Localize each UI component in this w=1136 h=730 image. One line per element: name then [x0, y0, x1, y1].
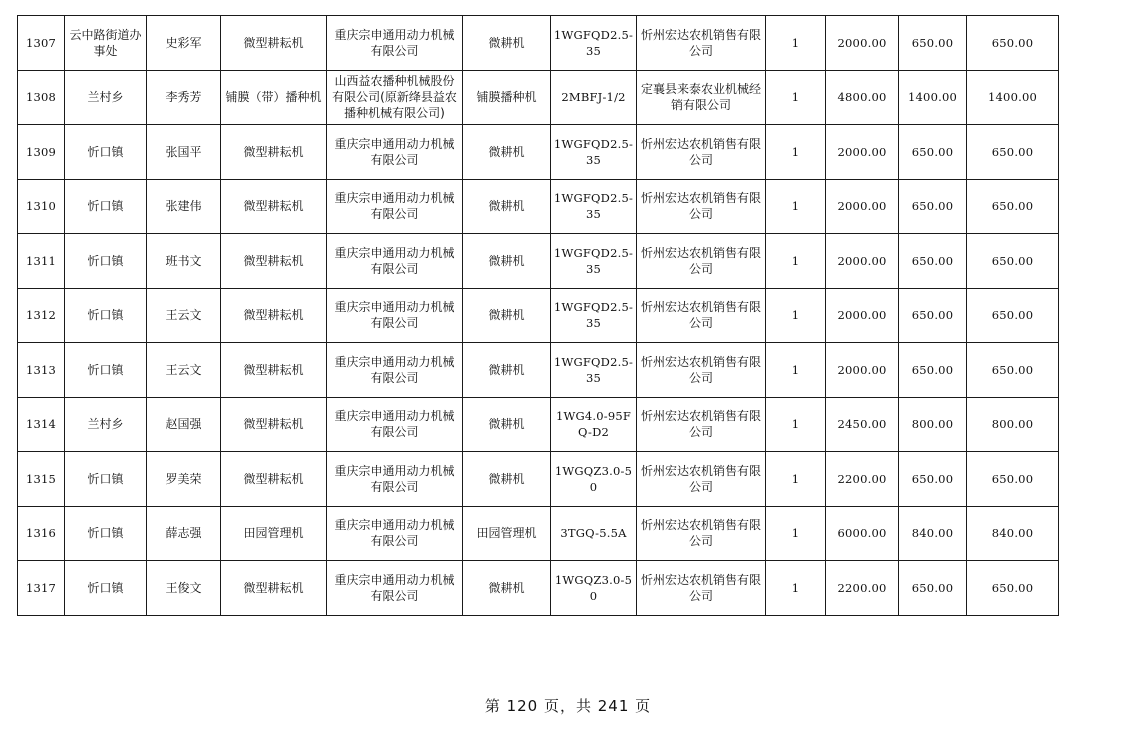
- page-footer: 第 120 页，共 241 页: [484, 697, 652, 715]
- subsidy-cell: 800.00: [899, 397, 967, 452]
- maker-cell: 山西益农播种机械股份有限公司(原新绛县益农播种机械有限公司): [327, 70, 463, 125]
- item-cell: 微耕机: [463, 288, 551, 343]
- quantity-cell: 1: [766, 288, 826, 343]
- price-cell: 2200.00: [826, 452, 899, 507]
- subsidy-cell: 650.00: [899, 234, 967, 289]
- table-row: [18, 234, 1059, 289]
- table-row: [18, 397, 1059, 452]
- maker-cell: 重庆宗申通用动力机械有限公司: [327, 179, 463, 234]
- category-cell: 微型耕耘机: [221, 288, 327, 343]
- model-cell: 1WGFQD2.5-35: [551, 179, 637, 234]
- quantity-cell: 1: [766, 397, 826, 452]
- category-cell: 微型耕耘机: [221, 343, 327, 398]
- subsidy-cell: 840.00: [899, 506, 967, 561]
- price-cell: 2000.00: [826, 125, 899, 180]
- price-cell: 2000.00: [826, 343, 899, 398]
- subsidy-total-cell: 1400.00: [967, 70, 1059, 125]
- name-cell: 张国平: [147, 125, 221, 180]
- table-body: [18, 16, 1059, 616]
- subsidy-total-cell: 650.00: [967, 125, 1059, 180]
- table-row: [18, 70, 1059, 125]
- category-cell: 微型耕耘机: [221, 397, 327, 452]
- name-cell: 班书文: [147, 234, 221, 289]
- price-cell: 2000.00: [826, 234, 899, 289]
- name-cell: 王俊文: [147, 561, 221, 616]
- model-cell: 1WGFQD2.5-35: [551, 288, 637, 343]
- quantity-cell: 1: [766, 452, 826, 507]
- subsidy-cell: 650.00: [899, 179, 967, 234]
- item-cell: 微耕机: [463, 343, 551, 398]
- subsidy-cell: 650.00: [899, 343, 967, 398]
- model-cell: 2MBFJ-1/2: [551, 70, 637, 125]
- quantity-cell: 1: [766, 343, 826, 398]
- maker-cell: 重庆宗申通用动力机械有限公司: [327, 125, 463, 180]
- maker-cell: 重庆宗申通用动力机械有限公司: [327, 397, 463, 452]
- town-cell: 忻口镇: [65, 343, 147, 398]
- price-cell: 2000.00: [826, 179, 899, 234]
- price-cell: 6000.00: [826, 506, 899, 561]
- name-cell: 王云文: [147, 288, 221, 343]
- category-cell: 田园管理机: [221, 506, 327, 561]
- model-cell: 1WGQZ3.0-50: [551, 561, 637, 616]
- row-number: 1317: [18, 561, 65, 616]
- subsidy-cell: 650.00: [899, 452, 967, 507]
- category-cell: 微型耕耘机: [221, 125, 327, 180]
- price-cell: 2000.00: [826, 288, 899, 343]
- subsidy-total-cell: 650.00: [967, 343, 1059, 398]
- name-cell: 李秀芳: [147, 70, 221, 125]
- maker-cell: 重庆宗申通用动力机械有限公司: [327, 16, 463, 71]
- row-number: 1309: [18, 125, 65, 180]
- town-cell: 忻口镇: [65, 452, 147, 507]
- category-cell: 微型耕耘机: [221, 561, 327, 616]
- town-cell: 忻口镇: [65, 234, 147, 289]
- name-cell: 赵国强: [147, 397, 221, 452]
- table-row: [18, 288, 1059, 343]
- name-cell: 罗美荣: [147, 452, 221, 507]
- category-cell: 微型耕耘机: [221, 16, 327, 71]
- subsidy-total-cell: 840.00: [967, 506, 1059, 561]
- model-cell: 1WG4.0-95FQ-D2: [551, 397, 637, 452]
- row-number: 1308: [18, 70, 65, 125]
- subsidy-cell: 650.00: [899, 16, 967, 71]
- table-row: [18, 452, 1059, 507]
- town-cell: 兰村乡: [65, 397, 147, 452]
- table-row: [18, 506, 1059, 561]
- dealer-cell: 忻州宏达农机销售有限公司: [637, 16, 766, 71]
- model-cell: 1WGFQD2.5-35: [551, 234, 637, 289]
- price-cell: 2450.00: [826, 397, 899, 452]
- subsidy-total-cell: 800.00: [967, 397, 1059, 452]
- item-cell: 微耕机: [463, 561, 551, 616]
- row-number: 1307: [18, 16, 65, 71]
- row-number: 1314: [18, 397, 65, 452]
- dealer-cell: 忻州宏达农机销售有限公司: [637, 343, 766, 398]
- maker-cell: 重庆宗申通用动力机械有限公司: [327, 234, 463, 289]
- table-row: [18, 561, 1059, 616]
- dealer-cell: 忻州宏达农机销售有限公司: [637, 506, 766, 561]
- subsidy-total-cell: 650.00: [967, 16, 1059, 71]
- dealer-cell: 忻州宏达农机销售有限公司: [637, 452, 766, 507]
- subsidy-table: [17, 15, 1059, 616]
- model-cell: 1WGQZ3.0-50: [551, 452, 637, 507]
- quantity-cell: 1: [766, 561, 826, 616]
- item-cell: 微耕机: [463, 179, 551, 234]
- subsidy-total-cell: 650.00: [967, 288, 1059, 343]
- row-number: 1313: [18, 343, 65, 398]
- model-cell: 1WGFQD2.5-35: [551, 16, 637, 71]
- town-cell: 忻口镇: [65, 288, 147, 343]
- item-cell: 微耕机: [463, 397, 551, 452]
- table-row: [18, 179, 1059, 234]
- row-number: 1312: [18, 288, 65, 343]
- row-number: 1315: [18, 452, 65, 507]
- quantity-cell: 1: [766, 125, 826, 180]
- item-cell: 微耕机: [463, 125, 551, 180]
- row-number: 1316: [18, 506, 65, 561]
- row-number: 1310: [18, 179, 65, 234]
- quantity-cell: 1: [766, 506, 826, 561]
- table-row: [18, 16, 1059, 71]
- subsidy-cell: 650.00: [899, 125, 967, 180]
- dealer-cell: 定襄县来泰农业机械经销有限公司: [637, 70, 766, 125]
- item-cell: 铺膜播种机: [463, 70, 551, 125]
- maker-cell: 重庆宗申通用动力机械有限公司: [327, 343, 463, 398]
- dealer-cell: 忻州宏达农机销售有限公司: [637, 234, 766, 289]
- item-cell: 微耕机: [463, 452, 551, 507]
- price-cell: 2000.00: [826, 16, 899, 71]
- price-cell: 4800.00: [826, 70, 899, 125]
- row-number: 1311: [18, 234, 65, 289]
- price-cell: 2200.00: [826, 561, 899, 616]
- dealer-cell: 忻州宏达农机销售有限公司: [637, 288, 766, 343]
- dealer-cell: 忻州宏达农机销售有限公司: [637, 179, 766, 234]
- dealer-cell: 忻州宏达农机销售有限公司: [637, 125, 766, 180]
- town-cell: 兰村乡: [65, 70, 147, 125]
- model-cell: 1WGFQD2.5-35: [551, 125, 637, 180]
- table-row: [18, 343, 1059, 398]
- subsidy-total-cell: 650.00: [967, 234, 1059, 289]
- quantity-cell: 1: [766, 234, 826, 289]
- category-cell: 微型耕耘机: [221, 179, 327, 234]
- category-cell: 铺膜（带）播种机: [221, 70, 327, 125]
- category-cell: 微型耕耘机: [221, 452, 327, 507]
- item-cell: 微耕机: [463, 234, 551, 289]
- town-cell: 忻口镇: [65, 125, 147, 180]
- town-cell: 忻口镇: [65, 561, 147, 616]
- name-cell: 王云文: [147, 343, 221, 398]
- category-cell: 微型耕耘机: [221, 234, 327, 289]
- model-cell: 3TGQ-5.5A: [551, 506, 637, 561]
- maker-cell: 重庆宗申通用动力机械有限公司: [327, 561, 463, 616]
- town-cell: 忻口镇: [65, 506, 147, 561]
- name-cell: 薛志强: [147, 506, 221, 561]
- item-cell: 田园管理机: [463, 506, 551, 561]
- subsidy-cell: 1400.00: [899, 70, 967, 125]
- item-cell: 微耕机: [463, 16, 551, 71]
- quantity-cell: 1: [766, 179, 826, 234]
- name-cell: 张建伟: [147, 179, 221, 234]
- name-cell: 史彩军: [147, 16, 221, 71]
- quantity-cell: 1: [766, 16, 826, 71]
- table-row: [18, 125, 1059, 180]
- maker-cell: 重庆宗申通用动力机械有限公司: [327, 288, 463, 343]
- town-cell: 云中路街道办事处: [65, 16, 147, 71]
- quantity-cell: 1: [766, 70, 826, 125]
- dealer-cell: 忻州宏达农机销售有限公司: [637, 561, 766, 616]
- subsidy-cell: 650.00: [899, 288, 967, 343]
- subsidy-total-cell: 650.00: [967, 561, 1059, 616]
- dealer-cell: 忻州宏达农机销售有限公司: [637, 397, 766, 452]
- subsidy-cell: 650.00: [899, 561, 967, 616]
- maker-cell: 重庆宗申通用动力机械有限公司: [327, 452, 463, 507]
- town-cell: 忻口镇: [65, 179, 147, 234]
- model-cell: 1WGFQD2.5-35: [551, 343, 637, 398]
- subsidy-total-cell: 650.00: [967, 179, 1059, 234]
- subsidy-total-cell: 650.00: [967, 452, 1059, 507]
- maker-cell: 重庆宗申通用动力机械有限公司: [327, 506, 463, 561]
